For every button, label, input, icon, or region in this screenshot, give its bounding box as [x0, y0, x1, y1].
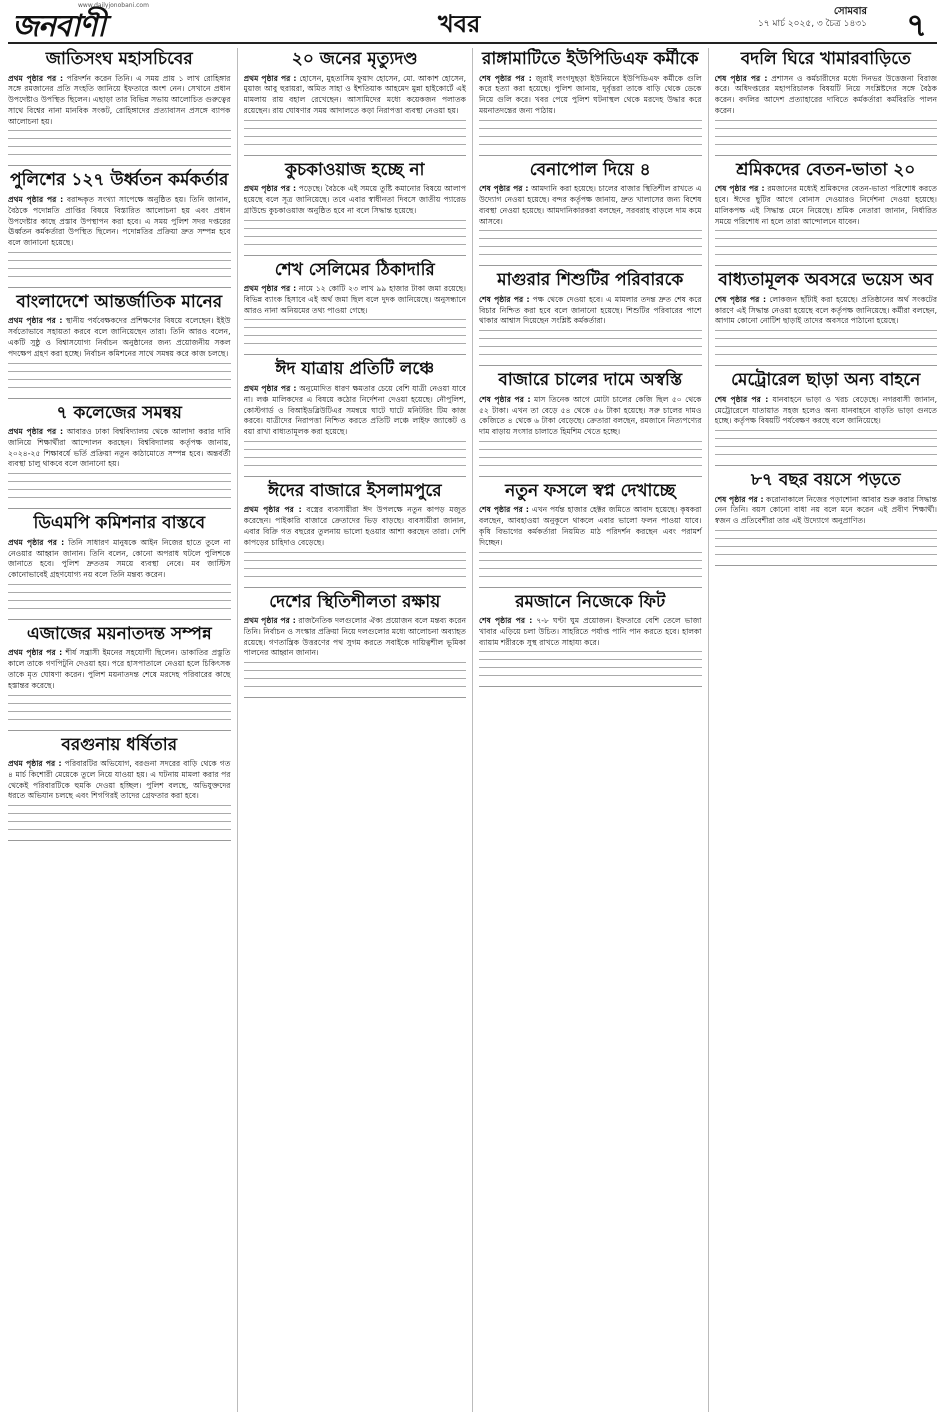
- article-divider: [244, 697, 467, 698]
- article-headline[interactable]: জাতিসংঘ মহাসচিবের: [45, 49, 193, 69]
- news-article[interactable]: [244, 50, 467, 149]
- article-body: [479, 184, 702, 227]
- text-line-filler: [479, 238, 702, 243]
- news-article[interactable]: [244, 482, 467, 581]
- article-divider: [8, 508, 231, 509]
- text-line-filler: [479, 346, 702, 351]
- article-body: [715, 184, 938, 227]
- text-line-filler: [479, 128, 702, 133]
- news-article[interactable]: [8, 514, 231, 613]
- article-body: [8, 427, 231, 470]
- text-line-filler: [244, 465, 467, 470]
- text-line-filler: [8, 481, 231, 486]
- text-line-filler: [244, 228, 467, 233]
- column-1: [8, 48, 238, 1412]
- article-source: শেষ পৃষ্ঠার পর :: [714, 294, 767, 304]
- text-line-filler: [8, 600, 231, 605]
- text-line-filler: [715, 230, 938, 235]
- article-columns: [8, 48, 937, 1412]
- news-article[interactable]: [479, 371, 702, 470]
- text-line-filler: [479, 675, 702, 680]
- article-text: স্থানীয় পর্যবেক্ষকদের প্রশিক্ষণের বিষয়ে বলেছেন। ইইউ সর্বতোভাবে সহায়তা করবে বলে জানিয়েছেন তারা। তিনি আরও বলেন, একটি সুষ্ঠু ও বিশ্বাসযোগ্য নির্বাচন অনুষ্ঠানের জন্য প্রয়োজনীয় সকল পদক্ষেপ গ্রহণ করা হচ্ছে। নির্বাচন কমিশনের সাথে সমন্বয় করে কাজ চলছে।: [8, 316, 231, 358]
- text-line-filler: [244, 552, 467, 557]
- text-line-filler: [8, 363, 231, 368]
- masthead: [8, 0, 937, 44]
- article-headline[interactable]: বরগুনায় ধর্ষিতার: [61, 734, 178, 755]
- text-line-filler: [8, 695, 231, 700]
- column-3: [479, 48, 709, 1412]
- article-divider: [8, 840, 231, 841]
- text-line-filler: [8, 805, 231, 810]
- news-article[interactable]: [715, 471, 938, 559]
- article-headline[interactable]: এজাজের ময়নাতদন্ত সম্পন্ন: [26, 623, 212, 644]
- article-headline[interactable]: বেনাপোল দিয়ে ৪: [529, 159, 651, 180]
- article-headline[interactable]: ঈদ যাত্রায় প্রতিটি লঞ্চে: [275, 359, 435, 380]
- text-line-filler: [715, 354, 938, 359]
- article-headline[interactable]: বাধ্যতামূলক অবসরে ভয়েস অব: [718, 270, 934, 291]
- column-2: [244, 48, 474, 1412]
- text-line-filler: [479, 651, 702, 656]
- text-line-filler: [8, 584, 231, 589]
- article-headline[interactable]: বাংলাদেশে আন্তর্জাতিক মানের: [16, 291, 223, 312]
- article-divider: [8, 730, 231, 731]
- news-article[interactable]: [8, 171, 231, 280]
- news-article[interactable]: [244, 261, 467, 349]
- article-body: [8, 74, 231, 128]
- article-text: পড়েছে। বৈঠকে এই সময়ে তুষ্টি কমানোর বিষয়ে আলাপ হয়েছে বলে সূত্র জানিয়েছে। তবে এবার স্বাধীনতা দিবসে জাতীয় প্যারেড গ্রাউন্ডে কুচকাওয়াজ অনুষ্ঠিত হবে না বলে সিদ্ধান্ত হয়েছে।: [243, 184, 466, 215]
- article-text: এখন পর্যন্ত হাজার হেক্টর জমিতে আবাদ হয়েছে। কৃষকরা বলছেন, আবহাওয়া অনুকূলে থাকলে এবার ভালো ফলন পাওয়া যাবে। কৃষি বিভাগের কর্মকর্তারা নিয়মিত মাঠ পরিদর্শন করছেন এবং পরামর্শ দিচ্ছেন।: [479, 505, 702, 547]
- text-line-filler: [8, 813, 231, 818]
- article-source: প্রথম পৃষ্ঠার পর :: [8, 427, 64, 437]
- text-line-filler: [479, 449, 702, 454]
- text-line-filler: [8, 146, 231, 151]
- article-divider: [479, 265, 702, 266]
- article-text: অনুমোদিত ধারণ ক্ষমতার চেয়ে বেশি যাত্রী নেওয়া যাবে না। লঞ্চ মালিকদের এ বিষয়ে কঠোর নির্দেশনা দেওয়া হয়েছে। নৌপুলিশ, কোস্টগার্ড ও বিআইডব্লিউটিএর সমন্বয়ে ঘাটে ঘাটে মনিটরিং টিম কাজ করবে। যাত্রীদের নিরাপত্তা নিশ্চিত করতে প্রতিটি লঞ্চে লাইফ জ্যাকেট ও বয়া রাখা বাধ্যতামূলক করা হয়েছে।: [243, 384, 466, 437]
- text-line-filler: [8, 276, 231, 281]
- text-line-filler: [8, 387, 231, 392]
- text-line-filler: [8, 154, 231, 159]
- text-line-filler: [715, 330, 938, 335]
- article-text: হোসেন, মুহতাসিম ফুয়াদ হোসেন, মো. আকাশ হোসেন, মুয়াজ আবু হুরায়রা, অমিত সাহা ও ইশতিয়াক আহমেদ মুন্না হাইকোর্টে এই মামলায় রায় বহাল রেখেছেন। আসামিদের মধ্যে কয়েকজন পলাতক রয়েছেন। রায় ঘোষণার সময় আদালতে কড়া নিরাপত্তা ব্যবস্থা নেওয়া হয়।: [243, 73, 466, 115]
- article-headline[interactable]: ৭ কলেজের সমন্বয়: [56, 402, 182, 423]
- article-divider: [244, 155, 467, 156]
- news-article[interactable]: [715, 161, 938, 260]
- article-divider: [8, 398, 231, 399]
- article-source: প্রথম পৃষ্ঠার পর :: [243, 184, 296, 194]
- news-article[interactable]: [479, 50, 702, 149]
- article-source: প্রথম পৃষ্ঠার পর :: [8, 537, 65, 547]
- article-body: [8, 759, 231, 802]
- issue-date: ১৭ মার্চ ২০২৫, ৩ চৈত্র ১৪৩১: [757, 19, 867, 29]
- article-divider: [479, 587, 702, 588]
- article-source: শেষ পৃষ্ঠার পর :: [714, 394, 769, 404]
- article-source: প্রথম পৃষ্ঠার পর :: [243, 284, 297, 294]
- article-body: [8, 538, 231, 581]
- news-article[interactable]: [479, 161, 702, 260]
- article-body: [715, 395, 938, 427]
- article-source: প্রথম পৃষ্ঠার পর :: [243, 505, 302, 515]
- text-line-filler: [8, 711, 231, 716]
- article-headline[interactable]: পুলিশের ১২৭ উর্ধ্বতন কর্মকর্তার: [10, 170, 229, 191]
- text-line-filler: [479, 330, 702, 335]
- news-article[interactable]: [8, 293, 231, 392]
- article-divider: [8, 165, 231, 166]
- news-article[interactable]: [8, 736, 231, 835]
- text-line-filler: [244, 560, 467, 565]
- article-body: [244, 616, 467, 659]
- text-line-filler: [244, 686, 467, 691]
- text-line-filler: [479, 144, 702, 149]
- article-text: প্রশাসন ও কর্মচারীদের মধ্যে দিনভর উত্তেজনা বিরাজ করে। অধিদপ্তরের মহাপরিচালক বিষয়টি নিয়ে সংশ্লিষ্টদের সঙ্গে বৈঠক করেন। বদলির আদেশ প্রত্যাহারের দাবিতে কর্মকর্তারা কর্মবিরতি পালন করেন।: [714, 73, 937, 115]
- article-divider: [244, 255, 467, 256]
- news-article[interactable]: [479, 482, 702, 581]
- text-line-filler: [244, 120, 467, 125]
- article-source: প্রথম পৃষ্ঠার পর :: [8, 316, 63, 326]
- text-line-filler: [8, 592, 231, 597]
- text-line-filler: [8, 252, 231, 257]
- article-body: [244, 505, 467, 548]
- text-line-filler: [479, 254, 702, 259]
- article-headline[interactable]: বদলি ঘিরে খামারবাড়িতে: [740, 49, 911, 69]
- article-headline[interactable]: শেখ সেলিমের ঠিকাদারি: [274, 259, 435, 280]
- article-divider: [8, 287, 231, 288]
- text-line-filler: [244, 343, 467, 348]
- text-line-filler: [479, 136, 702, 141]
- text-line-filler: [244, 244, 467, 249]
- article-body: [715, 74, 938, 117]
- text-line-filler: [8, 489, 231, 494]
- news-article[interactable]: [715, 271, 938, 359]
- article-body: [715, 495, 938, 527]
- section-title: খবর: [438, 10, 481, 38]
- text-line-filler: [715, 136, 938, 141]
- text-line-filler: [715, 338, 938, 343]
- text-line-filler: [715, 254, 938, 259]
- article-text: যানবাহনে ভাড়া ও খরচ বেড়েছে। নগরবাসী জানান, মেট্রোরেলে যাতায়াত সহজ হলেও অন্য যানবাহনে বাড়তি ভাড়া গুনতে হচ্ছে। কর্তৃপক্ষ বিষয়টি পর্যবেক্ষণ করছে বলে জানিয়েছে।: [714, 394, 937, 426]
- text-line-filler: [479, 552, 702, 557]
- text-line-filler: [8, 497, 231, 502]
- article-source: শেষ পৃষ্ঠার পর :: [479, 394, 531, 404]
- article-body: [244, 184, 467, 216]
- article-text: পক্ষ থেকে দেওয়া হবে। এ মামলার তদন্ত দ্রুত শেষ করে বিচার নিশ্চিত করা হবে বলে জানানো হয়েছে। শিশুটির পরিবারের পাশে থাকার আশ্বাস দিয়েছেন সংশ্লিষ্ট কর্মকর্তারা।: [479, 294, 702, 326]
- text-line-filler: [479, 354, 702, 359]
- text-line-filler: [244, 662, 467, 667]
- text-line-filler: [479, 457, 702, 462]
- article-body: [479, 74, 702, 117]
- article-headline[interactable]: রাঙ্গামাটিতে ইউপিডিএফ কর্মীকে: [481, 49, 699, 69]
- text-line-filler: [715, 346, 938, 351]
- article-text: ৭-৮ ঘণ্টা ঘুম প্রয়োজন। ইফতারে বেশি তেলে ভাজা খাবার এড়িয়ে চলা উচিত। সাহরিতে পর্যাপ্ত পানি পান করতে হবে। হালকা ব্যায়াম শরীরকে সুস্থ রাখতে সাহায্য করে।: [479, 616, 702, 647]
- article-body: [479, 295, 702, 327]
- article-divider: [715, 365, 938, 366]
- news-article[interactable]: [8, 50, 231, 159]
- article-body: [8, 316, 231, 359]
- article-source: শেষ পৃষ্ঠার পর :: [714, 494, 764, 504]
- article-divider: [479, 155, 702, 156]
- text-line-filler: [479, 246, 702, 251]
- text-line-filler: [715, 538, 938, 543]
- news-article[interactable]: [8, 625, 231, 724]
- article-divider: [715, 265, 938, 266]
- article-body: [244, 284, 467, 316]
- article-source: প্রথম পৃষ্ঠার পর :: [243, 616, 296, 626]
- article-body: [8, 195, 231, 249]
- text-line-filler: [244, 457, 467, 462]
- text-line-filler: [244, 576, 467, 581]
- article-body: [8, 648, 231, 691]
- article-divider: [479, 365, 702, 366]
- news-article[interactable]: [244, 593, 467, 692]
- article-divider: [244, 354, 467, 355]
- website-url: www.dailyjonobani.com: [78, 2, 149, 9]
- article-text: রাজনৈতিক দলগুলোর ঐক্য প্রয়োজন বলে মন্তব্য করেন তিনি। নির্বাচন ও সংস্কার প্রক্রিয়া নিয়ে দলগুলোর মধ্যে আলোচনা অব্যাহত রয়েছে। গণতান্ত্রিক উত্তরণের পথ সুগম করতে সবাইকে দায়িত্বশীল ভূমিকা পালনের আহ্বান জানান।: [243, 616, 466, 658]
- text-line-filler: [244, 319, 467, 324]
- article-headline[interactable]: বাজারে চালের দামে অস্বস্তি: [498, 370, 683, 391]
- article-headline[interactable]: নতুন ফসলে স্বপ্ন দেখাচ্ছে: [505, 480, 676, 501]
- article-text: মাস তিনেক আগে মোটা চালের কেজি ছিল ৫০ থেকে ৫২ টাকা। এখন তা বেড়ে ৫৪ থেকে ৫৬ টাকা হয়েছে। সরু চালের দামও কেজিতে ৪ থেকে ৬ টাকা বেড়েছে। ক্রেতারা বলছেন, রমজানে নিত্যপণ্যের দাম বাড়ায় সংসার চালাতে হিমশিম খেতে হচ্ছে।: [479, 394, 702, 437]
- article-headline[interactable]: শ্রমিকদের বেতন-ভাতা ২০: [736, 159, 916, 180]
- weekday: সোমবার: [833, 6, 867, 17]
- article-body: [244, 384, 467, 438]
- article-source: প্রথম পৃষ্ঠার পর :: [8, 759, 62, 769]
- text-line-filler: [8, 703, 231, 708]
- article-source: শেষ পৃষ্ঠার পর :: [479, 294, 530, 304]
- news-article[interactable]: [479, 593, 702, 681]
- text-line-filler: [244, 441, 467, 446]
- article-text: আবারও ঢাকা বিশ্ববিদ্যালয় থেকে আলাদা করার দাবি জানিয়ে শিক্ষার্থীরা আন্দোলন করছেন। বিশ্ববিদ্যালয় কর্তৃপক্ষ জানায়, ২০২৪-২৫ শিক্ষাবর্ষে ভর্তি প্রক্রিয়া নতুন কাঠামোতে সম্পন্ন হবে। অন্তর্বর্তী ব্যবস্থা চালু থাকবে বলে জানানো হয়।: [8, 427, 231, 469]
- text-line-filler: [8, 829, 231, 834]
- article-text: নামে ১২ কোটি ২৩ লাখ ৯৯ হাজার টাকা জমা রয়েছে। বিভিন্ন ব্যাংক হিসাবে এই অর্থ জমা ছিল বলে দুদক জানিয়েছে। অনুসন্ধানে আরও নানা অনিয়মের তথ্য পাওয়া গেছে।: [243, 284, 466, 315]
- article-body: [479, 505, 702, 548]
- text-line-filler: [715, 246, 938, 251]
- article-headline[interactable]: ঈদের বাজারে ইসলামপুরে: [267, 480, 442, 501]
- article-headline[interactable]: কুচকাওয়াজ হচ্ছে না: [285, 159, 425, 180]
- text-line-filler: [244, 335, 467, 340]
- text-line-filler: [715, 238, 938, 243]
- newspaper-logo[interactable]: জনবাণী: [12, 9, 105, 44]
- text-line-filler: [8, 371, 231, 376]
- article-headline[interactable]: রমজানে নিজেকে ফিট: [515, 591, 666, 612]
- article-source: শেষ পৃষ্ঠার পর :: [479, 616, 533, 626]
- text-line-filler: [479, 120, 702, 125]
- text-line-filler: [715, 128, 938, 133]
- article-headline[interactable]: মাগুরার শিশুটির পরিবারকে: [497, 270, 684, 291]
- news-article[interactable]: [244, 161, 467, 249]
- article-body: [244, 74, 467, 117]
- article-divider: [479, 476, 702, 477]
- article-text: পরিদর্শন করেন তিনি। এ সময় প্রায় ১ লাখ রোহিঙ্গার সঙ্গে রমজানের প্রতি সংহতি জানিয়ে ইফতারে অংশ নেন। সেখানে প্রধান উপদেষ্টাও উপস্থিত ছিলেন। এছাড়া তার বিভিন্ন সভায় আলোচিত গুরুত্বের সাথে বিশ্বের নানা মানবিক সংকট, রোহিঙ্গাদের প্রত্যাবাসন প্রসঙ্গে ব্যাপক আলোচনা হয়।: [8, 73, 231, 126]
- article-text: বরাদ্দকৃত সংখ্যা সাপেক্ষে অনুষ্ঠিত হয়। তিনি জানান, বৈঠকে পদোন্নতি প্রাপ্তির বিষয়ে বিস্তারিত আলোচনা হয় এবং প্রধান উপদেষ্টার কাছে প্রস্তাব উপস্থাপন করা হবে। এ সময় পুলিশ সদর দপ্তরের ঊর্ধ্বতন কর্মকর্তারা উপস্থিত ছিলেন। পদোন্নতির প্রক্রিয়া দ্রুত সম্পন্ন হবে বলে জানানো হয়েছে।: [8, 195, 231, 248]
- article-divider: [479, 686, 702, 687]
- article-source: শেষ পৃষ্ঠার পর :: [714, 184, 765, 194]
- text-line-filler: [244, 220, 467, 225]
- text-line-filler: [715, 446, 938, 451]
- article-text: বস্ত্রের ব্যবসায়ীরা ঈদ উপলক্ষে নতুন কাপড় মজুত করেছেন। পাইকারি বাজারে ক্রেতাদের ভিড় বাড়ছে। ব্যবসায়ীরা জানান, এবার বিক্রি গত বছরের তুলনায় ভালো হওয়ার আশা করছেন তারা। দেশি কাপড়ের চাহিদাও বেড়েছে।: [243, 505, 467, 547]
- text-line-filler: [8, 260, 231, 265]
- article-source: প্রথম পৃষ্ঠার পর :: [8, 73, 63, 83]
- article-source: শেষ পৃষ্ঠার পর :: [714, 73, 768, 83]
- article-text: শীর্ষ সন্ত্রাসী ইমনের সহযোগী ছিলেন। ডাকাতির প্রস্তুতি কালে তাকে গণপিটুনি দেওয়া হয়। পরে হাসপাতালে নেওয়া হলে চিকিৎসক তাকে মৃত ঘোষণা করেন। পুলিশ ময়নাতদন্ত শেষে মরদেহ পরিবারের কাছে হস্তান্তর করেছে।: [8, 648, 231, 690]
- article-source: শেষ পৃষ্ঠার পর :: [479, 184, 529, 194]
- article-text: রমজানের মধ্যেই শ্রমিকদের বেতন-ভাতা পরিশোধ করতে হবে। ঈদের ছুটির আগে বোনাস দেওয়ারও নির্দেশনা দেওয়া হয়েছে। মালিকপক্ষ এই সিদ্ধান্ত মেনে নিয়েছে। শ্রমিক নেতারা জানান, নির্ধারিত সময়ে পরিশোধ না হলে তারা আন্দোলনে যাবেন।: [714, 184, 937, 226]
- text-line-filler: [244, 236, 467, 241]
- article-text: করোনাকালে নিজের পড়াশোনা আবার শুরু করার সিদ্ধান্ত নেন তিনি। বয়স কোনো বাধা নয় বলে মনে করেন এই প্রবীণ শিক্ষার্থী। স্বজন ও প্রতিবেশীরা তার এই উদ্যোগে অনুপ্রাণিত।: [714, 494, 937, 526]
- article-divider: [244, 476, 467, 477]
- text-line-filler: [715, 430, 938, 435]
- text-line-filler: [8, 138, 231, 143]
- article-source: শেষ পৃষ্ঠার পর :: [479, 73, 532, 83]
- text-line-filler: [479, 568, 702, 573]
- news-article[interactable]: [479, 271, 702, 359]
- text-line-filler: [715, 530, 938, 535]
- article-divider: [715, 565, 938, 566]
- text-line-filler: [244, 136, 467, 141]
- text-line-filler: [479, 560, 702, 565]
- page-number: ৭: [906, 6, 927, 44]
- text-line-filler: [244, 678, 467, 683]
- text-line-filler: [479, 576, 702, 581]
- article-divider: [8, 619, 231, 620]
- news-article[interactable]: [8, 404, 231, 503]
- article-divider: [715, 465, 938, 466]
- text-line-filler: [8, 473, 231, 478]
- article-body: [715, 295, 938, 327]
- text-line-filler: [8, 130, 231, 135]
- text-line-filler: [715, 554, 938, 559]
- column-4: [715, 48, 938, 1412]
- text-line-filler: [715, 120, 938, 125]
- text-line-filler: [244, 128, 467, 133]
- news-article[interactable]: [715, 371, 938, 459]
- text-line-filler: [244, 568, 467, 573]
- text-line-filler: [715, 546, 938, 551]
- text-line-filler: [8, 719, 231, 724]
- article-divider: [715, 155, 938, 156]
- text-line-filler: [244, 144, 467, 149]
- text-line-filler: [8, 608, 231, 613]
- article-body: [479, 616, 702, 648]
- article-headline[interactable]: ৮৭ বছর বয়সে পড়তে: [750, 470, 901, 491]
- text-line-filler: [8, 268, 231, 273]
- text-line-filler: [479, 659, 702, 664]
- text-line-filler: [244, 670, 467, 675]
- text-line-filler: [715, 438, 938, 443]
- text-line-filler: [244, 327, 467, 332]
- text-line-filler: [479, 338, 702, 343]
- article-source: প্রথম পৃষ্ঠার পর :: [243, 73, 297, 83]
- text-line-filler: [8, 821, 231, 826]
- article-headline[interactable]: মেট্রোরেল ছাড়া অন্য বাহনে: [731, 370, 921, 391]
- news-article[interactable]: [715, 50, 938, 149]
- article-text: লোকজন ছাঁটাই করা হয়েছে। প্রতিষ্ঠানের অর্থ সংকটের কারণে এই সিদ্ধান্ত নেওয়া হয়েছে বলে কর্তৃপক্ষ জানিয়েছে। কর্মীরা বলছেন, আগাম কোনো নোটিশ ছাড়াই তাদের অবসরে পাঠানো হয়েছে।: [714, 294, 937, 326]
- article-source: প্রথম পৃষ্ঠার পর :: [8, 648, 63, 658]
- text-line-filler: [479, 465, 702, 470]
- text-line-filler: [479, 230, 702, 235]
- article-headline[interactable]: ২০ জনের মৃত্যুদণ্ড: [291, 49, 418, 69]
- article-headline[interactable]: ডিএমপি কমিশনার বাস্তবে: [33, 513, 206, 534]
- article-text: তিনি সাধারণ মানুষকে আইন নিজের হাতে তুলে না নেওয়ার আহ্বান জানান। তিনি বলেন, কোনো অপরাধ ঘটলে পুলিশকে জানাতে হবে। পুলিশ দ্রুততম সময়ে ব্যবস্থা নেবে। মব জাস্টিস কোনোভাবেই গ্রহণযোগ্য নয় বলে তিনি মন্তব্য করেন।: [8, 537, 231, 580]
- article-source: প্রথম পৃষ্ঠার পর :: [243, 384, 297, 393]
- article-text: জুরাই লংগদুছড়া ইউনিয়নে ইউপিডিএফ কর্মীকে গুলি করে হত্যা করা হয়েছে। পুলিশ জানায়, দুর্বৃত্তরা তাকে বাড়ি থেকে ডেকে নিয়ে গুলি করে। খবর পেয়ে পুলিশ ঘটনাস্থল থেকে মরদেহ উদ্ধার করে ময়নাতদন্তের জন্য পাঠায়।: [479, 73, 702, 115]
- text-line-filler: [8, 379, 231, 384]
- article-headline[interactable]: দেশের স্থিতিশীলতা রক্ষায়: [269, 591, 441, 612]
- article-text: পরিবারটির অভিযোগ, বরগুনা সদরের বাড়ি থেকে গত ৪ মার্চ কিশোরী মেয়েকে তুলে নিয়ে যাওয়া হয়। এ ঘটনায় মামলা করার পর থেকেই পরিবারটিকে হুমকি দেওয়া হচ্ছিল। পুলিশ বলছে, অভিযুক্তদের ধরতে অভিযান চলছে এবং শিগগিরই তাদের গ্রেফতার করা হবে।: [8, 759, 231, 801]
- article-text: আমদানি করা হয়েছে। চালের বাজার স্থিতিশীল রাখতে এ উদ্যোগ নেওয়া হয়েছে। বন্দর কর্তৃপক্ষ জানায়, দ্রুত খালাসের জন্য বিশেষ ব্যবস্থা নেওয়া হয়েছে। আমদানিকারকরা বলছেন, সরবরাহ বাড়লে দাম কমে আসবে।: [479, 184, 702, 226]
- article-source: শেষ পৃষ্ঠার পর :: [479, 505, 529, 515]
- text-line-filler: [715, 454, 938, 459]
- article-source: প্রথম পৃষ্ঠার পর :: [8, 195, 64, 204]
- text-line-filler: [715, 144, 938, 149]
- article-body: [479, 395, 702, 438]
- text-line-filler: [244, 449, 467, 454]
- text-line-filler: [479, 667, 702, 672]
- article-divider: [244, 587, 467, 588]
- news-article[interactable]: [244, 360, 467, 469]
- text-line-filler: [479, 441, 702, 446]
